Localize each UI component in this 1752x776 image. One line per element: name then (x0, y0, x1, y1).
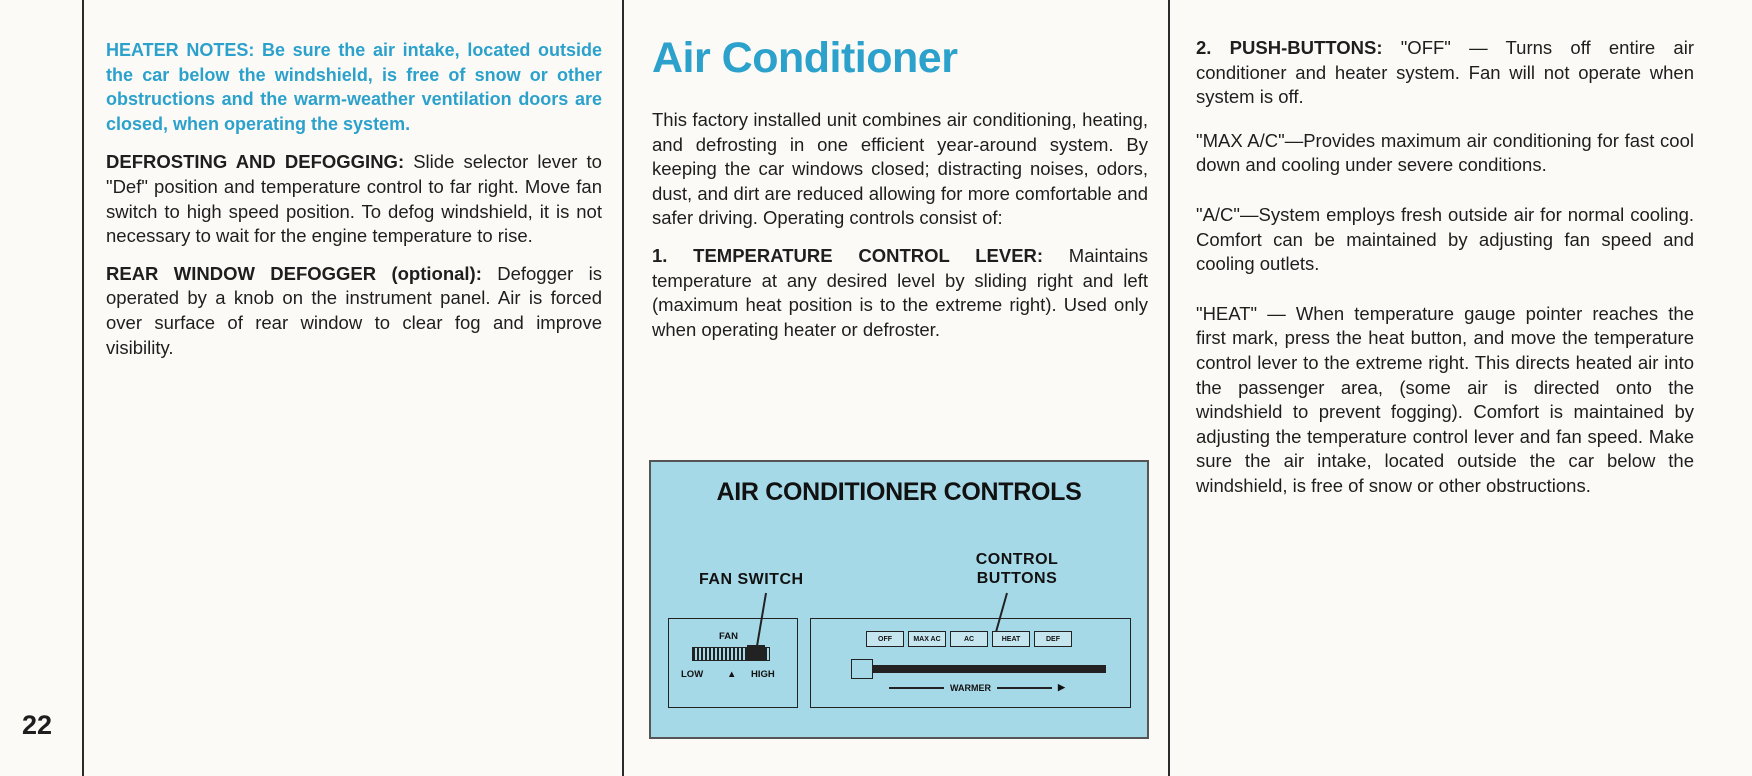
defrost-paragraph (106, 150, 602, 248)
off-push-button: OFF (866, 631, 904, 647)
middle-column (652, 34, 1148, 355)
column-divider-2 (1168, 0, 1170, 776)
page-title: Air Conditioner (652, 34, 958, 82)
def-push-button: DEF (1034, 631, 1072, 647)
rear-defogger-heading: REAR WINDOW DEFOGGER (optional): (106, 262, 482, 284)
max-ac-paragraph: "MAX A/C"—Provides maximum air conditioning for fast cool down and cooling under severe conditions. (1196, 129, 1694, 176)
fan-text: FAN (719, 631, 738, 642)
ac-push-button: AC (950, 631, 988, 647)
arrow-up-icon: ▲ (727, 669, 737, 680)
right-column (1196, 36, 1694, 512)
push-buttons-heading: 2. PUSH-BUTTONS: (1196, 37, 1383, 58)
temperature-slider-track (866, 665, 1106, 673)
max-ac-push-button: MAX AC (908, 631, 946, 647)
defrost-body: Slide selector lever to "Def" position and temperature control to far right. Move fan switch to high speed position. To defog windshield, it is not necessary to wait for the engine temperature to rise. (106, 151, 602, 247)
left-column (106, 38, 602, 373)
control-buttons-label: CONTROL BUTTONS (975, 551, 1059, 587)
high-text: HIGH (751, 669, 775, 680)
diagram-title: AIR CONDITIONER CONTROLS (716, 478, 1082, 506)
rear-defogger-paragraph (106, 262, 602, 360)
warmer-indicator (889, 682, 1065, 693)
warmer-line-left (889, 687, 944, 689)
left-margin-rule (82, 0, 84, 776)
low-text: LOW (681, 669, 704, 680)
control-buttons-panel (810, 618, 1131, 708)
ac-paragraph: "A/C"—System employs fresh outside air for normal cooling. Comfort can be maintained by adjusting fan speed and cooling outlets. (1196, 203, 1694, 275)
push-button-row (866, 631, 1072, 647)
temperature-lever-heading: 1. TEMPERATURE CONTROL LEVER: (652, 244, 1044, 266)
heater-notes: HEATER NOTES: Be sure the air intake, located outside the car below the windshield, is free of snow or other obstructions and the warm-weather ventilation doors are closed, when operating the system. (106, 40, 602, 134)
defrost-heading: DEFROSTING AND DEFOGGING: (106, 151, 405, 173)
temperature-lever-body: Maintains temperature at any desired level by sliding right and left (maximum heat position is to the extreme right). Used only when operating heater or defroster. (652, 244, 1148, 340)
fan-switch-panel (668, 618, 798, 708)
intro-paragraph: This factory installed unit combines air conditioning, heating, and defrosting in one efficient year-around system. By keeping the car windows closed; distracting noises, odors, dust, and dirt are reduced allowing for more comfortable and safer driving. Operating controls consist of: (652, 109, 1148, 229)
temperature-slider-knob (851, 659, 873, 679)
ac-controls-diagram (649, 460, 1149, 739)
warmer-text: WARMER (950, 682, 991, 693)
rear-defogger-body: Defogger is operated by a knob on the instrument panel. Air is forced over surface of rear window to clear fog and improve visibility. (106, 262, 603, 358)
arrow-right-icon: ▶ (1058, 682, 1065, 692)
fan-switch-label: FAN SWITCH (699, 571, 804, 588)
heat-push-button: HEAT (992, 631, 1030, 647)
temperature-lever-paragraph (652, 244, 1148, 342)
heat-paragraph: "HEAT" — When temperature gauge pointer reaches the first mark, press the heat button, and move the temperature control lever to the extreme right. This directs heated air into the passenger area, (some air is directed onto the windshield to prevent fogging). Comfort is maintained by adjusting the temperature control lever and fan speed. Make sure the air intake, located outside the car below the windshield, is free of snow or other obstructions. (1196, 302, 1694, 496)
fan-switch-knob (747, 645, 765, 661)
page-number: 22 (22, 710, 53, 740)
push-buttons-paragraph (1196, 36, 1694, 110)
warmer-line-right (997, 687, 1052, 689)
push-buttons-body: "OFF" — Turns off entire air conditioner and heater system. Fan will not operate when system is off. (1196, 37, 1694, 108)
column-divider-1 (622, 0, 624, 776)
